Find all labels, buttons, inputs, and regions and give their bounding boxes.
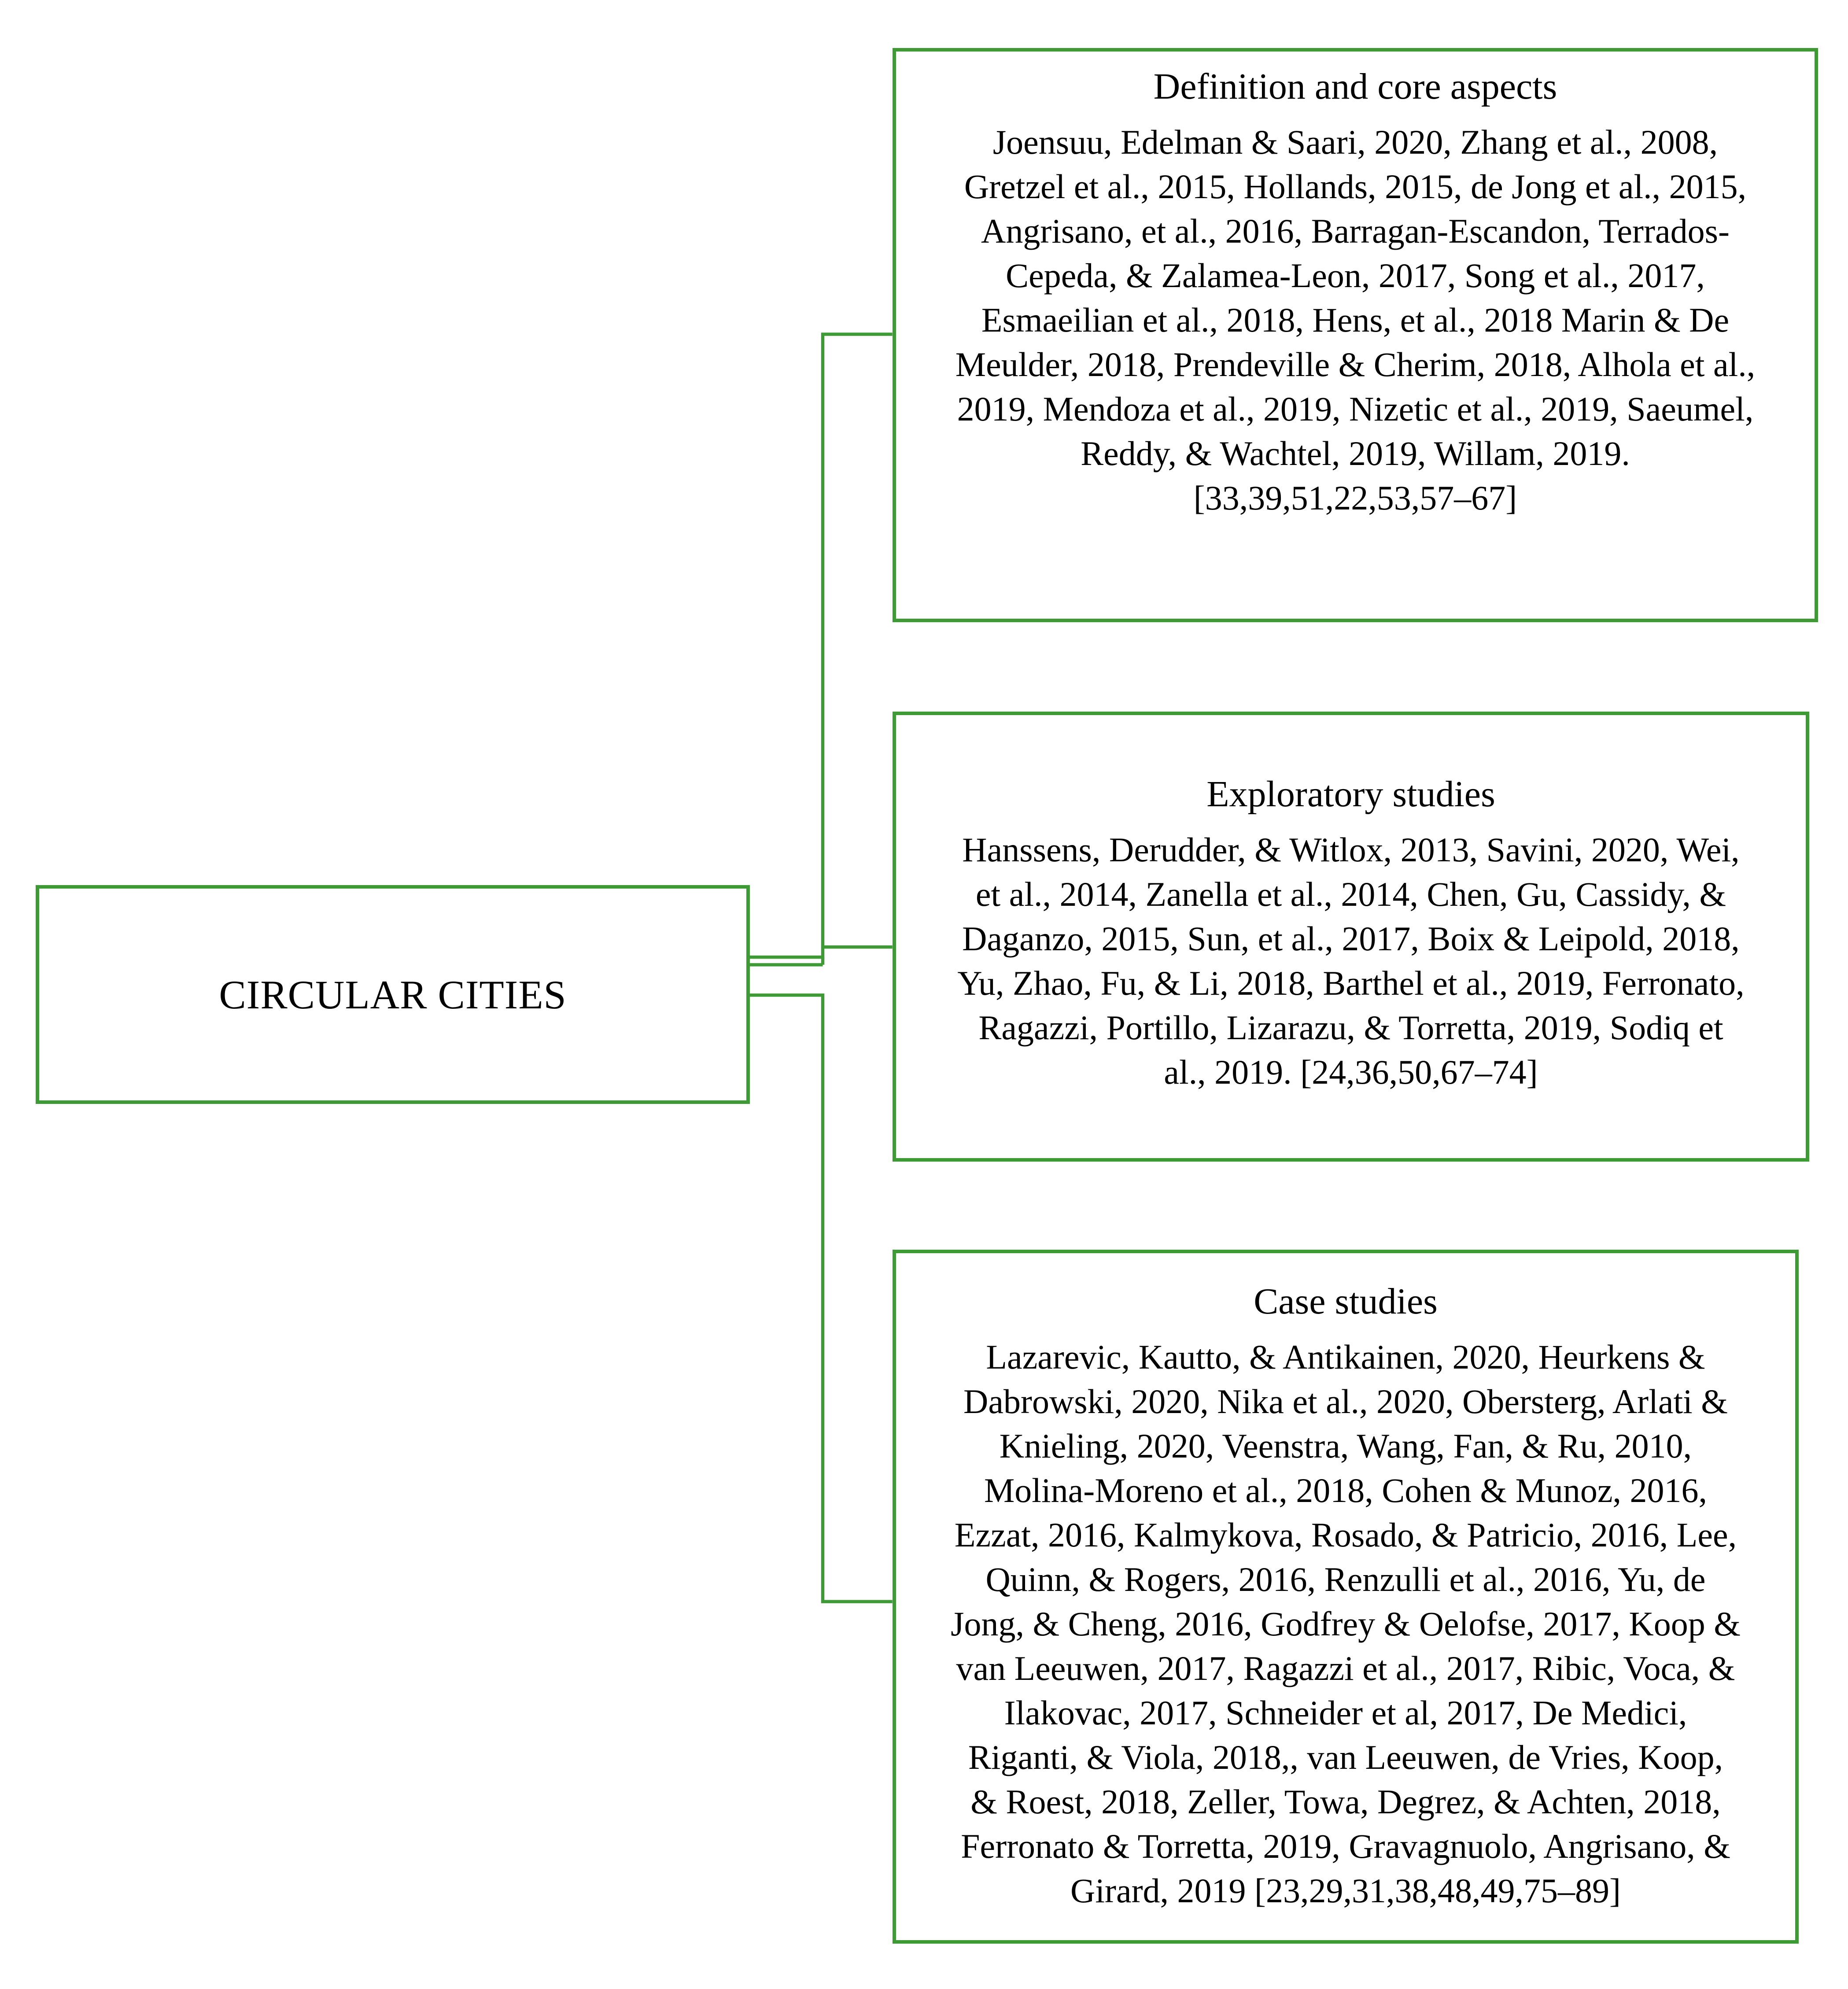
reference-line: van Leeuwen, 2017, Ragazzi et al., 2017, Ribic, Voca, & (956, 1649, 1735, 1687)
root-node (36, 885, 750, 1104)
reference-line: et al., 2014, Zanella et al., 2014, Chen, Gu, Cassidy, & (975, 875, 1726, 913)
branch-title: Exploratory studies (1206, 774, 1495, 815)
reference-line: Ilakovac, 2017, Schneider et al, 2017, De Medici, (1004, 1693, 1687, 1732)
reference-line: Jong, & Cheng, 2016, Godfrey & Oelofse, 2017, Koop & (951, 1604, 1741, 1643)
reference-line: Lazarevic, Kautto, & Antikainen, 2020, Heurkens & (986, 1337, 1705, 1376)
reference-line: Esmaeilian et al., 2018, Hens, et al., 2018 Marin & De (981, 300, 1730, 339)
reference-line: 2019, Mendoza et al., 2019, Nizetic et al., 2019, Saeumel, (957, 389, 1754, 428)
root-label: CIRCULAR CITIES (219, 972, 567, 1017)
connector-definition (749, 334, 893, 957)
reference-line: Reddy, & Wachtel, 2019, Willam, 2019. (1081, 434, 1630, 472)
reference-line: al., 2019. [24,36,50,67–74] (1164, 1052, 1538, 1091)
reference-line: & Roest, 2018, Zeller, Towa, Degrez, & Achten, 2018, (970, 1782, 1721, 1821)
reference-line: Molina-Moreno et al., 2018, Cohen & Munoz, 2016, (984, 1471, 1708, 1509)
reference-line: Cepeda, & Zalamea-Leon, 2017, Song et al., 2017, (1006, 256, 1705, 295)
reference-line: Angrisano, et al., 2016, Barragan-Escandon, Terrados- (981, 211, 1730, 250)
reference-line: Riganti, & Viola, 2018,, van Leeuwen, de Vries, Koop, (968, 1738, 1723, 1776)
reference-line: Girard, 2019 [23,29,31,38,48,49,75–89] (1070, 1871, 1621, 1910)
branch-definition (893, 48, 1818, 622)
branch-title: Case studies (1254, 1281, 1438, 1322)
branch-references (949, 120, 1762, 520)
branch-case-studies (893, 1250, 1799, 1944)
reference-line: [33,39,51,22,53,57–67] (1193, 478, 1517, 517)
reference-line: Hanssens, Derudder, & Witlox, 2013, Savini, 2020, Wei, (962, 830, 1740, 869)
branch-title: Definition and core aspects (1153, 66, 1557, 107)
reference-line: Meulder, 2018, Prendeville & Cherim, 2018, Alhola et al., (955, 345, 1756, 384)
reference-line: Gretzel et al., 2015, Hollands, 2015, de Jong et al., 2015, (964, 167, 1747, 206)
branch-references (944, 1335, 1747, 1913)
branch-exploratory (893, 712, 1809, 1162)
connector-case (749, 995, 893, 1602)
reference-line: Ragazzi, Portillo, Lizarazu, & Torretta, 2019, Sodiq et (978, 1008, 1723, 1047)
branch-references (951, 827, 1750, 1094)
reference-line: Quinn, & Rogers, 2016, Renzulli et al., 2016, Yu, de (985, 1560, 1706, 1598)
reference-line: Daganzo, 2015, Sun, et al., 2017, Boix & Leipold, 2018, (962, 919, 1740, 958)
reference-line: Dabrowski, 2020, Nika et al., 2020, Obersterg, Arlati & (963, 1382, 1728, 1421)
reference-line: Yu, Zhao, Fu, & Li, 2018, Barthel et al., 2019, Ferronato, (957, 963, 1745, 1002)
reference-line: Ferronato & Torretta, 2019, Gravagnuolo, Angrisano, & (961, 1827, 1730, 1865)
reference-line: Joensuu, Edelman & Saari, 2020, Zhang et al., 2008, (992, 122, 1718, 161)
reference-line: Ezzat, 2016, Kalmykova, Rosado, & Patricio, 2016, Lee, (954, 1515, 1737, 1554)
reference-line: Knieling, 2020, Veenstra, Wang, Fan, & Ru, 2010, (999, 1426, 1692, 1465)
